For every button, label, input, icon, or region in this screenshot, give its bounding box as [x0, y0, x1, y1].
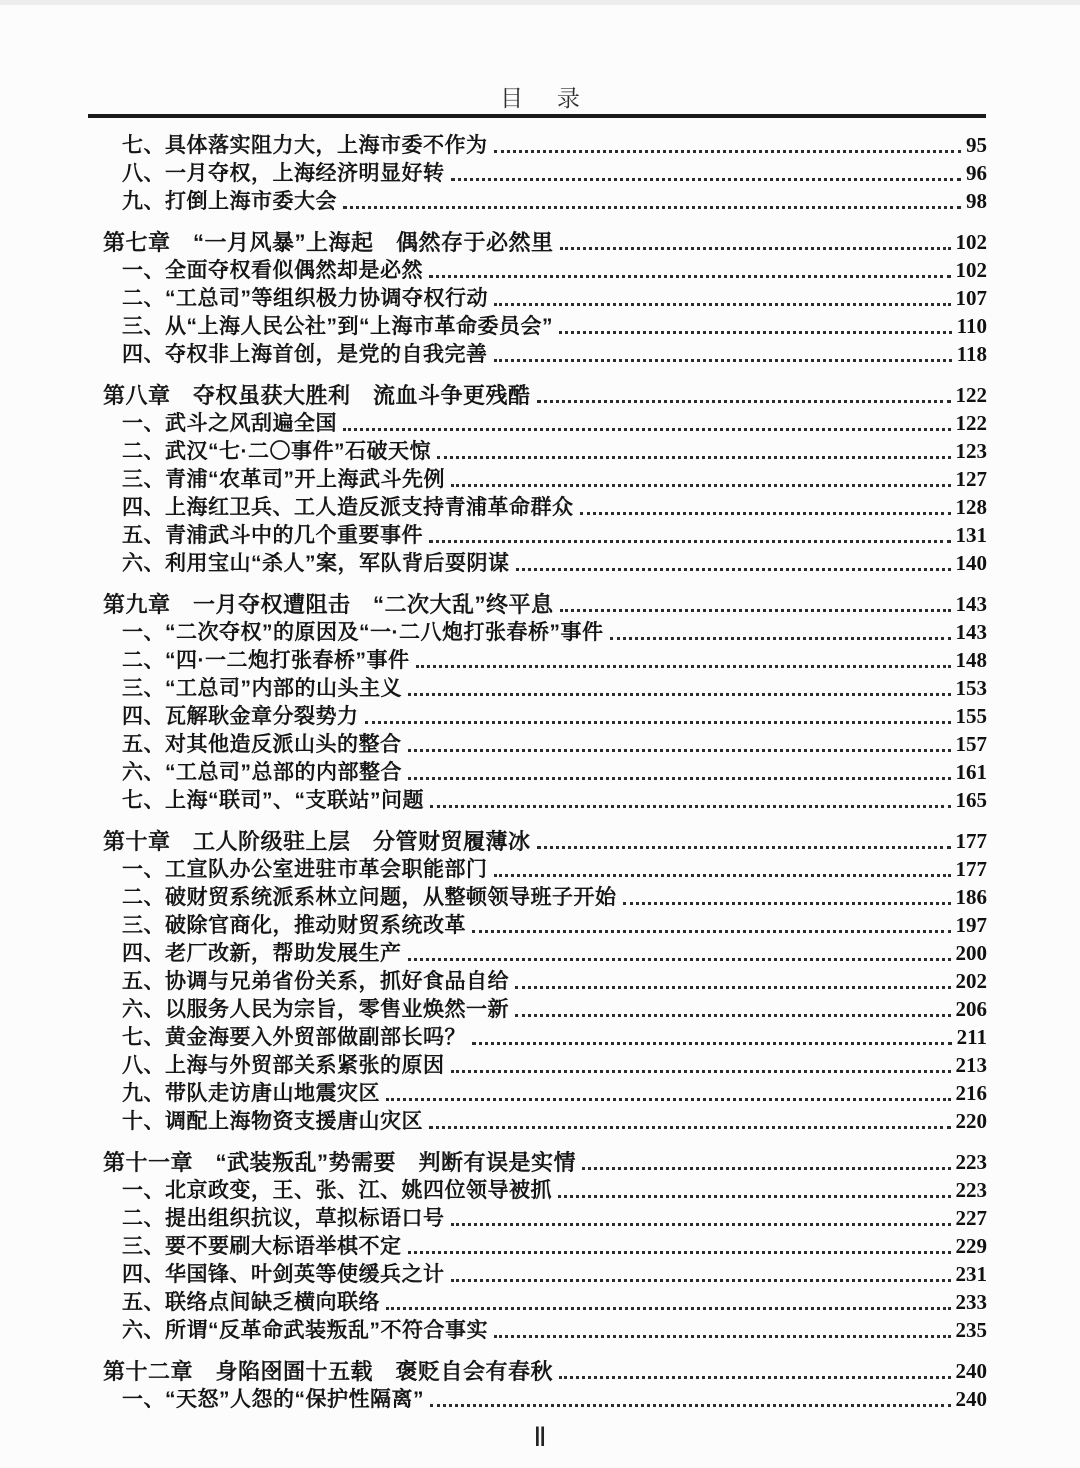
toc-entry-row — [103, 131, 987, 159]
entry-label: 九、打倒上海市委大会 — [122, 190, 337, 213]
entry-page-number: 98 — [966, 189, 987, 213]
toc-entry-row — [103, 1107, 987, 1135]
dot-leader — [429, 1126, 951, 1129]
entry-label: 八、上海与外贸部关系紧张的原因 — [122, 1054, 445, 1077]
dot-leader — [515, 986, 951, 989]
entry-label: 三、青浦“农革司”开上海武斗先例 — [122, 468, 445, 491]
entry-label: 二、提出组织抗议，草拟标语口号 — [122, 1207, 445, 1230]
toc-entry-row — [103, 1385, 987, 1413]
dot-leader — [451, 1223, 951, 1226]
entry-page-number: 233 — [955, 1290, 987, 1314]
toc-entry-row — [103, 1079, 987, 1107]
entry-page-number: 140 — [955, 551, 987, 575]
entry-label: 六、利用宝山“杀人”案，军队背后耍阴谋 — [122, 552, 510, 575]
entry-label: 第七章 “一月风暴”上海起 偶然存于必然里 — [103, 230, 554, 255]
toc-entry-row — [103, 883, 987, 911]
toc-entry-row — [103, 674, 987, 702]
entry-page-number: 213 — [955, 1053, 987, 1077]
entry-label: 六、所谓“反革命武装叛乱”不符合事实 — [122, 1319, 488, 1342]
entry-label: 第十二章 身陷囹圄十五载 褒贬自会有春秋 — [103, 1359, 554, 1384]
entry-page-number: 148 — [955, 648, 987, 672]
dot-leader — [437, 456, 951, 459]
entry-label: 四、华国锋、叶剑英等使缓兵之计 — [122, 1263, 445, 1286]
entry-label: 二、武汉“七·二〇事件”石破天惊 — [122, 440, 431, 463]
entry-label: 五、协调与兄弟省份关系，抓好食品自给 — [122, 970, 509, 993]
dot-leader — [560, 609, 951, 612]
entry-page-number: 153 — [955, 676, 987, 700]
entry-label: 一、工宣队办公室进驻市革会职能部门 — [122, 858, 488, 881]
entry-page-number: 122 — [955, 383, 987, 407]
dot-leader — [560, 247, 951, 250]
dot-leader — [451, 178, 962, 181]
entry-label: 三、破除官商化，推动财贸系统改革 — [122, 914, 466, 937]
entry-label: 七、具体落实阻力大，上海市委不作为 — [122, 134, 488, 157]
dot-leader — [580, 512, 951, 515]
toc-header-title: 目 录 — [500, 86, 594, 111]
entry-page-number: 110 — [956, 314, 987, 338]
entry-label: 一、“天怒”人怨的“保护性隔离” — [122, 1388, 424, 1411]
dot-leader — [537, 846, 951, 849]
toc-entry-row — [103, 409, 987, 437]
dot-leader — [537, 400, 951, 403]
entry-page-number: 206 — [955, 997, 987, 1021]
toc-entry-row — [103, 1023, 987, 1051]
toc-chapter-row — [103, 827, 987, 855]
dot-leader — [430, 805, 951, 808]
dot-leader — [494, 874, 951, 877]
dot-leader — [416, 665, 951, 668]
toc-entry-row — [103, 1051, 987, 1079]
dot-leader — [623, 902, 951, 905]
entry-page-number: 220 — [955, 1109, 987, 1133]
dot-leader — [610, 637, 951, 640]
toc-entry-row — [103, 1232, 987, 1260]
footer-page-number: Ⅱ — [533, 1422, 547, 1452]
table-of-contents — [103, 131, 987, 1413]
toc-entry-row — [103, 340, 987, 368]
dot-leader — [408, 1251, 951, 1254]
entry-label: 九、带队走访唐山地震灾区 — [122, 1082, 380, 1105]
entry-label: 三、从“上海人民公社”到“上海市革命委员会” — [122, 315, 553, 338]
toc-entry-row — [103, 618, 987, 646]
entry-label: 五、对其他造反派山头的整合 — [122, 733, 402, 756]
entry-page-number: 165 — [955, 788, 987, 812]
entry-label: 五、青浦武斗中的几个重要事件 — [122, 524, 423, 547]
entry-page-number: 102 — [955, 258, 987, 282]
toc-entry-row — [103, 256, 987, 284]
entry-label: 二、“四·一二炮打张春桥”事件 — [122, 649, 410, 672]
entry-label: 五、联络点间缺乏横向联络 — [122, 1291, 380, 1314]
entry-label: 二、破财贸系统派系林立问题，从整顿领导班子开始 — [122, 886, 617, 909]
scan-edge-artifact — [0, 0, 1080, 5]
toc-entry-row — [103, 939, 987, 967]
toc-entry-row — [103, 284, 987, 312]
entry-page-number: 177 — [955, 857, 987, 881]
entry-label: 第八章 夺权虽获大胜利 流血斗争更残酷 — [103, 383, 531, 408]
dot-leader — [494, 1335, 951, 1338]
entry-label: 三、要不要刷大标语举棋不定 — [122, 1235, 402, 1258]
toc-entry-row — [103, 730, 987, 758]
entry-page-number: 177 — [955, 829, 987, 853]
entry-label: 二、“工总司”等组织极力协调夺权行动 — [122, 287, 488, 310]
entry-label: 四、瓦解耿金章分裂势力 — [122, 705, 359, 728]
toc-entry-row — [103, 646, 987, 674]
entry-page-number: 95 — [966, 133, 987, 157]
toc-chapter-row — [103, 1357, 987, 1385]
entry-label: 十、调配上海物资支援唐山灾区 — [122, 1110, 423, 1133]
toc-entry-row — [103, 312, 987, 340]
entry-label: 六、“工总司”总部的内部整合 — [122, 761, 402, 784]
dot-leader — [559, 331, 952, 334]
entry-page-number: 240 — [955, 1387, 987, 1411]
dot-leader — [386, 1307, 951, 1310]
toc-chapter-row — [103, 228, 987, 256]
entry-label: 第十章 工人阶级驻上层 分管财贸履薄冰 — [103, 829, 531, 854]
entry-label: 第九章 一月夺权遭阻击 “二次大乱”终平息 — [103, 592, 554, 617]
entry-page-number: 102 — [955, 230, 987, 254]
entry-label: 一、全面夺权看似偶然却是必然 — [122, 259, 423, 282]
entry-page-number: 211 — [956, 1025, 987, 1049]
toc-entry-row — [103, 911, 987, 939]
entry-page-number: 229 — [955, 1234, 987, 1258]
dot-leader — [582, 1167, 950, 1170]
entry-page-number: 161 — [955, 760, 987, 784]
toc-entry-row — [103, 702, 987, 730]
toc-entry-row — [103, 1204, 987, 1232]
entry-page-number: 131 — [955, 523, 987, 547]
dot-leader — [430, 1404, 951, 1407]
entry-label: 一、武斗之风刮遍全国 — [122, 412, 337, 435]
toc-entry-row — [103, 967, 987, 995]
header-rule — [88, 114, 986, 118]
entry-label: 六、以服务人民为宗旨，零售业焕然一新 — [122, 998, 509, 1021]
entry-page-number: 227 — [955, 1206, 987, 1230]
dot-leader — [451, 1070, 951, 1073]
dot-leader — [472, 1042, 952, 1045]
toc-chapter-row — [103, 1148, 987, 1176]
entry-page-number: 143 — [955, 592, 987, 616]
entry-label: 四、夺权非上海首创，是党的自我完善 — [122, 343, 488, 366]
entry-label: 三、“工总司”内部的山头主义 — [122, 677, 402, 700]
dot-leader — [515, 1014, 951, 1017]
dot-leader — [494, 150, 962, 153]
entry-page-number: 96 — [966, 161, 987, 185]
toc-entry-row — [103, 187, 987, 215]
toc-entry-row — [103, 549, 987, 577]
dot-leader — [408, 749, 951, 752]
entry-page-number: 240 — [955, 1359, 987, 1383]
entry-page-number: 235 — [955, 1318, 987, 1342]
toc-entry-row — [103, 159, 987, 187]
entry-page-number: 107 — [955, 286, 987, 310]
dot-leader — [365, 721, 951, 724]
entry-label: 八、一月夺权，上海经济明显好转 — [122, 162, 445, 185]
toc-entry-row — [103, 995, 987, 1023]
dot-leader — [343, 428, 951, 431]
toc-chapter-row — [103, 381, 987, 409]
entry-page-number: 197 — [955, 913, 987, 937]
toc-entry-row — [103, 855, 987, 883]
entry-label: 四、上海红卫兵、工人造反派支持青浦革命群众 — [122, 496, 574, 519]
toc-entry-row — [103, 786, 987, 814]
dot-leader — [472, 930, 951, 933]
dot-leader — [516, 568, 951, 571]
entry-page-number: 127 — [955, 467, 987, 491]
entry-page-number: 200 — [955, 941, 987, 965]
entry-page-number: 143 — [955, 620, 987, 644]
entry-page-number: 202 — [955, 969, 987, 993]
entry-page-number: 122 — [955, 411, 987, 435]
dot-leader — [386, 1098, 951, 1101]
entry-page-number: 186 — [955, 885, 987, 909]
entry-label: 四、老厂改新，帮助发展生产 — [122, 942, 402, 965]
toc-chapter-row — [103, 590, 987, 618]
toc-entry-row — [103, 1288, 987, 1316]
entry-page-number: 157 — [955, 732, 987, 756]
dot-leader — [558, 1195, 951, 1198]
dot-leader — [451, 484, 951, 487]
toc-entry-row — [103, 1260, 987, 1288]
entry-page-number: 123 — [955, 439, 987, 463]
toc-entry-row — [103, 521, 987, 549]
toc-entry-row — [103, 437, 987, 465]
dot-leader — [408, 777, 951, 780]
entry-page-number: 231 — [955, 1262, 987, 1286]
dot-leader — [408, 693, 951, 696]
entry-label: 一、“二次夺权”的原因及“一·二八炮打张春桥”事件 — [122, 621, 604, 644]
dot-leader — [494, 359, 952, 362]
dot-leader — [408, 958, 951, 961]
entry-page-number: 155 — [955, 704, 987, 728]
entry-page-number: 223 — [955, 1178, 987, 1202]
dot-leader — [559, 1376, 950, 1379]
entry-label: 七、上海“联司”、“支联站”问题 — [122, 789, 424, 812]
entry-page-number: 216 — [955, 1081, 987, 1105]
entry-label: 第十一章 “武装叛乱”势需要 判断有误是实情 — [103, 1150, 577, 1175]
entry-label: 一、北京政变，王、张、江、姚四位领导被抓 — [122, 1179, 552, 1202]
dot-leader — [429, 540, 951, 543]
toc-entry-row — [103, 1316, 987, 1344]
toc-entry-row — [103, 493, 987, 521]
dot-leader — [494, 303, 951, 306]
entry-page-number: 128 — [955, 495, 987, 519]
entry-label: 七、黄金海要入外贸部做副部长吗？ — [122, 1026, 466, 1049]
dot-leader — [429, 275, 951, 278]
dot-leader — [343, 206, 961, 209]
toc-entry-row — [103, 1176, 987, 1204]
entry-page-number: 118 — [956, 342, 987, 366]
toc-entry-row — [103, 758, 987, 786]
entry-page-number: 223 — [955, 1150, 987, 1174]
toc-entry-row — [103, 465, 987, 493]
dot-leader — [451, 1279, 951, 1282]
